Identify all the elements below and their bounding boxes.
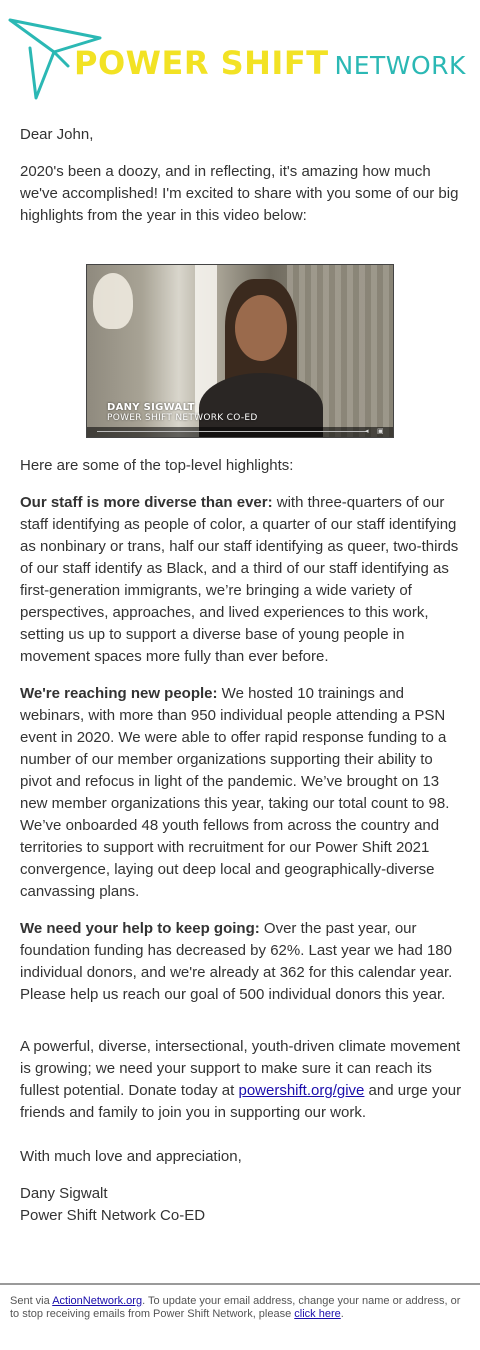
highlight-item (20, 918, 462, 1006)
highlight-text: Over the past year, our foundation funding has decreased by 62%. Last year we had 180 individual donors, and we're already at 362 for this calendar year. Please help us reach our goal of 500 individual donors this year. (20, 920, 453, 1003)
footer-sent-via: Sent via (10, 1295, 53, 1307)
action-network-link[interactable]: ActionNetwork.org (52, 1295, 143, 1307)
footer-end: . (340, 1308, 344, 1320)
highlights-intro: Here are some of the top-level highlights: (20, 457, 294, 474)
highlight-heading: We're reaching new people: (20, 685, 218, 702)
volume-icon[interactable]: ◂ (365, 428, 369, 435)
highlight-item (20, 492, 462, 668)
signer-name: Dany Sigwalt (20, 1185, 108, 1202)
video-person-face (235, 295, 287, 361)
video-caption-title: POWER SHIFT NETWORK CO-ED (107, 413, 258, 423)
brand-wordmark (74, 44, 466, 82)
fullscreen-icon[interactable]: ▣ (377, 428, 384, 435)
greeting: Dear John, (20, 126, 94, 143)
video-progress-track[interactable] (97, 431, 367, 432)
video-caption-name: DANY SIGWALT (107, 402, 195, 413)
highlight-heading: We need your help to keep going: (20, 920, 260, 937)
donate-link[interactable]: powershift.org/give (238, 1082, 365, 1099)
closing-text-after: and urge your friends and family to join you in supporting our work. (20, 1082, 462, 1121)
email-body (20, 124, 462, 1227)
video-control-bar[interactable] (87, 427, 393, 437)
highlight-heading: Our staff is more diverse than ever: (20, 494, 273, 511)
intro-paragraph: 2020's been a doozy, and in reflecting, it's amazing how much we've accomplished! I'm excited to share with you some of our big highlights from the year in this video below: (20, 163, 459, 224)
unsubscribe-link[interactable]: click here (294, 1308, 341, 1320)
video-caption (107, 402, 258, 424)
video-lamp (93, 273, 133, 329)
highlight-text: We hosted 10 trainings and webinars, with more than 950 individual people attending a PSN event in 2020. We were able to offer rapid response funding to a number of our member organizations supporting their ability to pivot and refocus in light of the pandemic. We’ve brought on 13 new member organizations this year, taking our total count to 98. We’ve onboarded 48 youth fellows from across the country and territories to support with recruitment for our Power Shift 2021 convergence, laying out deep local and geographically-diverse canvassing plans. (20, 685, 450, 900)
highlight-text: with three-quarters of our staff identifying as people of color, a quarter of our staff identifying as nonbinary or trans, half our staff identifying as queer, two-thirds of our staff identify as Black, and a third of our staff identifying as first-generation immigrants, we’re bringing a wide variety of perspectives, approaches, and lived experiences to this work, setting us up to support a diverse base of young people in movement spaces more fully than ever before. (20, 494, 459, 665)
email-footer (0, 1283, 480, 1321)
highlight-item (20, 683, 462, 903)
highlights-video-thumbnail[interactable] (86, 264, 394, 438)
signoff: With much love and appreciation, (20, 1148, 242, 1165)
email-header (0, 0, 480, 110)
brand-power-shift: POWER SHIFT (74, 44, 329, 82)
footer-text (0, 1285, 480, 1321)
footer-middle-text: . To update your email address, change your name or address, or to stop receiving emails from Power Shift Network, please (10, 1295, 461, 1320)
closing-text-before: A powerful, diverse, intersectional, youth-driven climate movement is growing; we need your support to make sure it can reach its fullest potential. Donate today at (20, 1038, 461, 1099)
closing-paragraph (20, 1036, 462, 1124)
brand-network: NETWORK (334, 51, 466, 80)
signer-title: Power Shift Network Co-ED (20, 1207, 206, 1224)
